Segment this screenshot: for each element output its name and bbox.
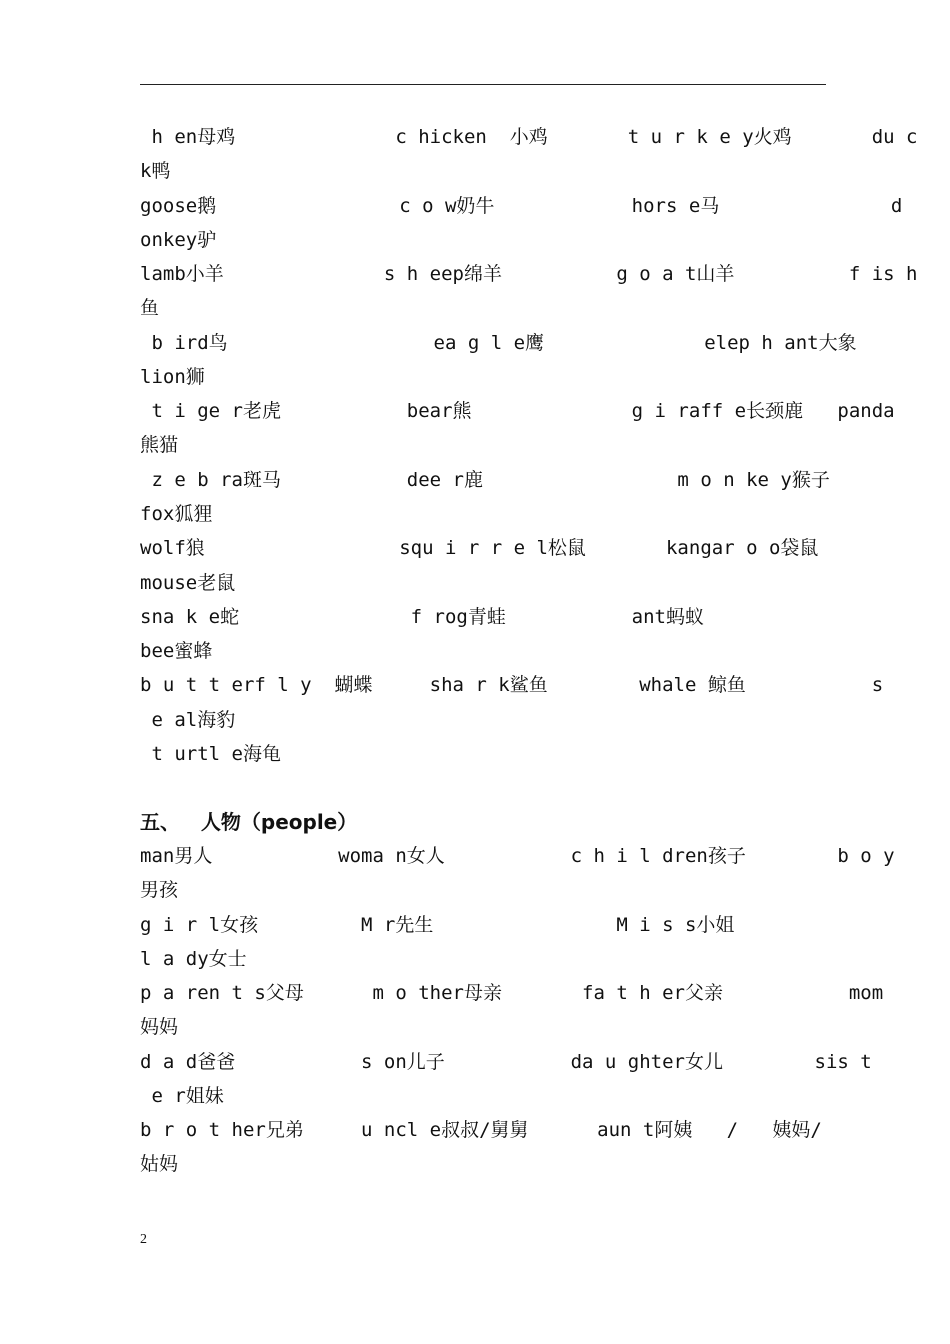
vocab-line: d a d爸爸 s on儿子 da u ghter女儿 sis t bbox=[140, 1051, 872, 1073]
vocab-line: g i r l女孩 M r先生 M i s s小姐 bbox=[140, 914, 735, 936]
vocab-line: k鸭 bbox=[140, 160, 171, 182]
vocab-line: 鱼 bbox=[140, 297, 160, 319]
vocab-line: mouse老鼠 bbox=[140, 572, 236, 594]
section-heading: 五、 人物（people） bbox=[140, 810, 358, 834]
vocab-line: bee蜜蜂 bbox=[140, 640, 213, 662]
vocab-line: e r姐妹 bbox=[140, 1085, 224, 1107]
vocab-line: b u t t erf l y 蝴蝶 sha r k鲨鱼 whale 鲸鱼 s bbox=[140, 674, 884, 696]
vocab-line: 男孩 bbox=[140, 879, 179, 901]
vocab-line: onkey驴 bbox=[140, 229, 217, 251]
vocab-line: wolf狼 squ i r r e l松鼠 kangar o o袋鼠 bbox=[140, 537, 819, 559]
vocab-line: 姑妈 bbox=[140, 1153, 179, 1175]
vocab-line: sna k e蛇 f rog青蛙 ant蚂蚁 bbox=[140, 606, 704, 628]
vocab-line: man男人 woma n女人 c h i l dren孩子 b o y bbox=[140, 845, 895, 867]
vocab-line: t i ge r老虎 bear熊 g i raff e长颈鹿 panda bbox=[140, 400, 895, 422]
vocab-line: lamb小羊 s h eep绵羊 g o a t山羊 f is h bbox=[140, 263, 918, 285]
vocab-line: z e b ra斑马 dee r鹿 m o n ke y猴子 bbox=[140, 469, 830, 491]
vocab-line: l a dy女士 bbox=[140, 948, 247, 970]
vocab-line: p a ren t s父母 m o ther母亲 fa t h er父亲 mom bbox=[140, 982, 884, 1004]
header-rule bbox=[140, 84, 826, 85]
vocab-line: 熊猫 bbox=[140, 434, 179, 456]
vocab-line: t urtl e海龟 bbox=[140, 743, 281, 765]
vocab-line: e al海豹 bbox=[140, 709, 236, 731]
vocab-line: lion狮 bbox=[140, 366, 205, 388]
vocab-line: 妈妈 bbox=[140, 1016, 179, 1038]
vocab-line: fox狐狸 bbox=[140, 503, 213, 525]
vocab-line: b ird鸟 ea g l e鹰 elep h ant大象 bbox=[140, 332, 857, 354]
vocab-line: goose鹅 c o w奶牛 hors e马 d bbox=[140, 195, 903, 217]
page-number: 2 bbox=[140, 1232, 147, 1247]
vocab-line: h en母鸡 c hicken 小鸡 t u r k e y火鸡 du c bbox=[140, 126, 918, 148]
vocab-line: b r o t her兄弟 u ncl e叔叔/舅舅 aun t阿姨 / 姨妈/ bbox=[140, 1119, 822, 1141]
